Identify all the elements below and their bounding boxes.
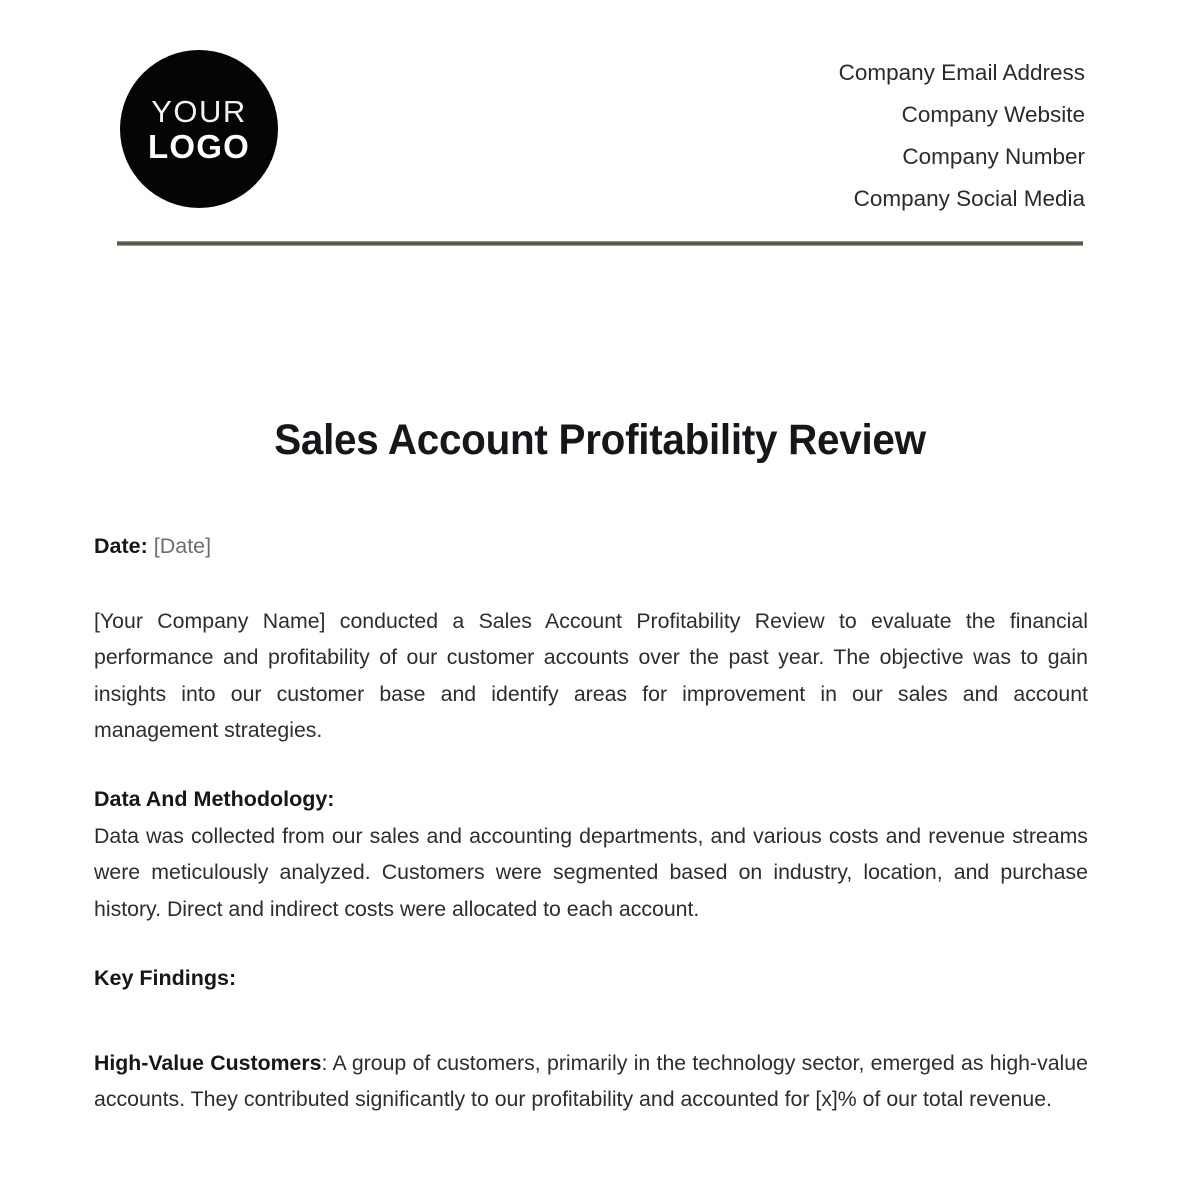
contact-number: Company Number <box>902 144 1085 169</box>
methodology-paragraph: Data was collected from our sales and accounting departments, and various costs and revenue streams were meticulously analyzed. Customers were segmented based on industry, location, and purchase history. Direct and indirect costs were allocated to each account. <box>94 824 1088 921</box>
contact-email-address: Company Email Address <box>838 60 1085 85</box>
date-value: [Date] <box>153 534 212 558</box>
document-body <box>94 531 1098 1118</box>
section-heading-key-findings: Key Findings: <box>94 966 237 991</box>
contact-website: Company Website <box>901 102 1085 127</box>
finding-lead-in: High-Value Customers <box>94 1051 322 1076</box>
spacer <box>94 995 1098 1045</box>
date-line <box>94 531 1098 561</box>
page-title: Sales Account Profitability Review <box>274 416 926 464</box>
document-header <box>0 0 1200 252</box>
logo-text-logo: LOGO <box>148 127 250 165</box>
spacer <box>94 748 1098 782</box>
company-logo <box>120 50 278 208</box>
logo-text-your: YOUR <box>151 93 247 129</box>
section-heading-methodology: Data And Methodology: <box>94 787 335 812</box>
intro-paragraph: [Your Company Name] conducted a Sales Account Profitability Review to evaluate the financial performance and profitability of our customer accounts over the past year. The objective was to gain insights into our customer base and identify areas for improvement in our sales and account management strategies. <box>94 609 1088 742</box>
finding-body-text: : A group of customers, primarily in the technology sector, emerged as high-value accounts. They contributed significantly to our profitability and accounted for [x]% of our total revenue. <box>94 1051 1088 1112</box>
company-contact-block <box>839 52 1085 220</box>
date-label: Date: <box>94 534 148 558</box>
finding-high-value-customers <box>94 1045 1088 1118</box>
spacer <box>94 927 1098 961</box>
contact-social-media: Company Social Media <box>853 186 1085 211</box>
header-divider <box>117 241 1083 246</box>
